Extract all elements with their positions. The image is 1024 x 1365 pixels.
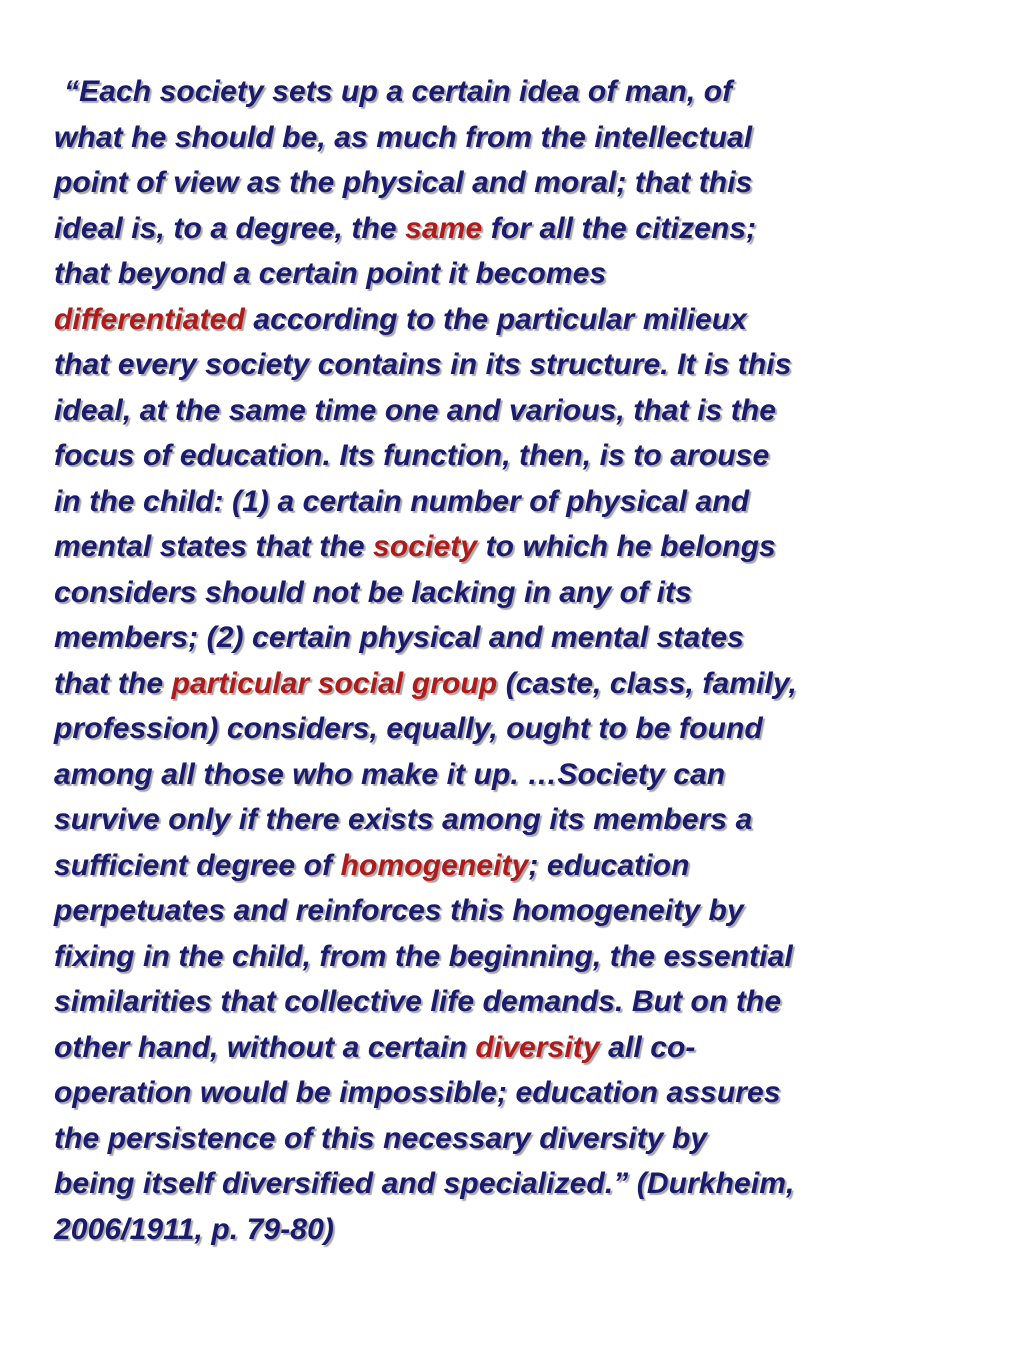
- quote-line: [54, 888, 994, 934]
- quote-text: ideal is, to a degree, the: [54, 211, 406, 245]
- quote-text: 2006/1911, p. 79-80): [54, 1212, 334, 1246]
- quote-text: that every society contains in its structure. It is this: [54, 348, 792, 381]
- emphasis-particular-social-group: particular social group: [171, 666, 498, 700]
- quote-line: [54, 843, 994, 889]
- emphasis-same: same: [405, 211, 483, 245]
- quote-text: survive only if there exists among its members a: [54, 803, 753, 836]
- quote-text: profession) considers, equally, ought to be found: [54, 712, 763, 745]
- quote-text: operation would be impossible; education assures: [54, 1076, 781, 1109]
- quote-text: sufficient degree of: [54, 848, 341, 882]
- quote-line: [54, 206, 994, 252]
- quote-text: all co-: [599, 1030, 696, 1064]
- quote-line: [54, 934, 994, 980]
- quote-text: ; education: [528, 848, 690, 882]
- quote-text: “Each society sets up a certain idea of man, of: [64, 75, 733, 108]
- quote-text: among all those who make it up. …Society can: [54, 757, 726, 791]
- quote-line: [54, 251, 994, 297]
- quote-text: focus of education. Its function, then, is to arouse: [54, 439, 770, 472]
- emphasis-homogeneity: homogeneity: [340, 848, 529, 882]
- emphasis-society: society: [373, 530, 478, 563]
- quote-text: being itself diversified and specialized.” (Durkheim,: [54, 1167, 795, 1200]
- quote-line: [54, 1161, 994, 1207]
- quote-line: [54, 706, 994, 752]
- quote-line: [54, 1070, 994, 1116]
- quote-text: considers should not be lacking in any of its: [54, 575, 692, 609]
- quote-text: perpetuates and reinforces this homogeneity by: [54, 894, 744, 927]
- quote-line: [54, 979, 994, 1025]
- quote-line: [54, 661, 994, 707]
- quote-text: the persistence of this necessary diversity by: [54, 1121, 708, 1155]
- durkheim-quote: [54, 69, 994, 1252]
- quote-text: point of view as the physical and moral; that this: [54, 166, 753, 199]
- quote-line: [54, 342, 994, 388]
- emphasis-differentiated: differentiated: [54, 302, 245, 336]
- quote-text: according to the particular milieux: [244, 302, 747, 336]
- quote-text: in the child: (1) a certain number of physical and: [54, 484, 750, 518]
- quote-line: [54, 797, 994, 843]
- quote-line: [54, 1025, 994, 1071]
- quote-text: that beyond a certain point it becomes: [54, 257, 607, 290]
- quote-text: ideal, at the same time one and various, that is the: [54, 393, 777, 427]
- quote-text: members; (2) certain physical and mental states: [54, 621, 744, 654]
- quote-line: [54, 570, 994, 616]
- emphasis-diversity: diversity: [475, 1030, 600, 1064]
- quote-text: mental states that the: [54, 530, 374, 563]
- quote-line: [54, 752, 994, 798]
- quote-text: what he should be, as much from the intellectual: [54, 120, 753, 154]
- quote-text: fixing in the child, from the beginning, the essential: [54, 939, 793, 973]
- quote-line: [54, 115, 994, 161]
- quote-line: [54, 69, 994, 115]
- quote-line: [54, 297, 994, 343]
- quote-line: [54, 479, 994, 525]
- quote-text: to which he belongs: [477, 530, 776, 563]
- quote-text: that the: [54, 666, 172, 700]
- quote-line: [54, 615, 994, 661]
- quote-citation: [54, 1207, 994, 1253]
- quote-line: [54, 1116, 994, 1162]
- quote-text: (caste, class, family,: [497, 666, 797, 700]
- quote-line: [54, 160, 994, 206]
- quote-text: similarities that collective life demands. But on the: [54, 985, 782, 1018]
- quote-line: [54, 388, 994, 434]
- quote-line: [54, 524, 994, 570]
- quote-line: [54, 433, 994, 479]
- quote-text: for all the citizens;: [482, 211, 757, 245]
- quote-text: other hand, without a certain: [54, 1030, 476, 1064]
